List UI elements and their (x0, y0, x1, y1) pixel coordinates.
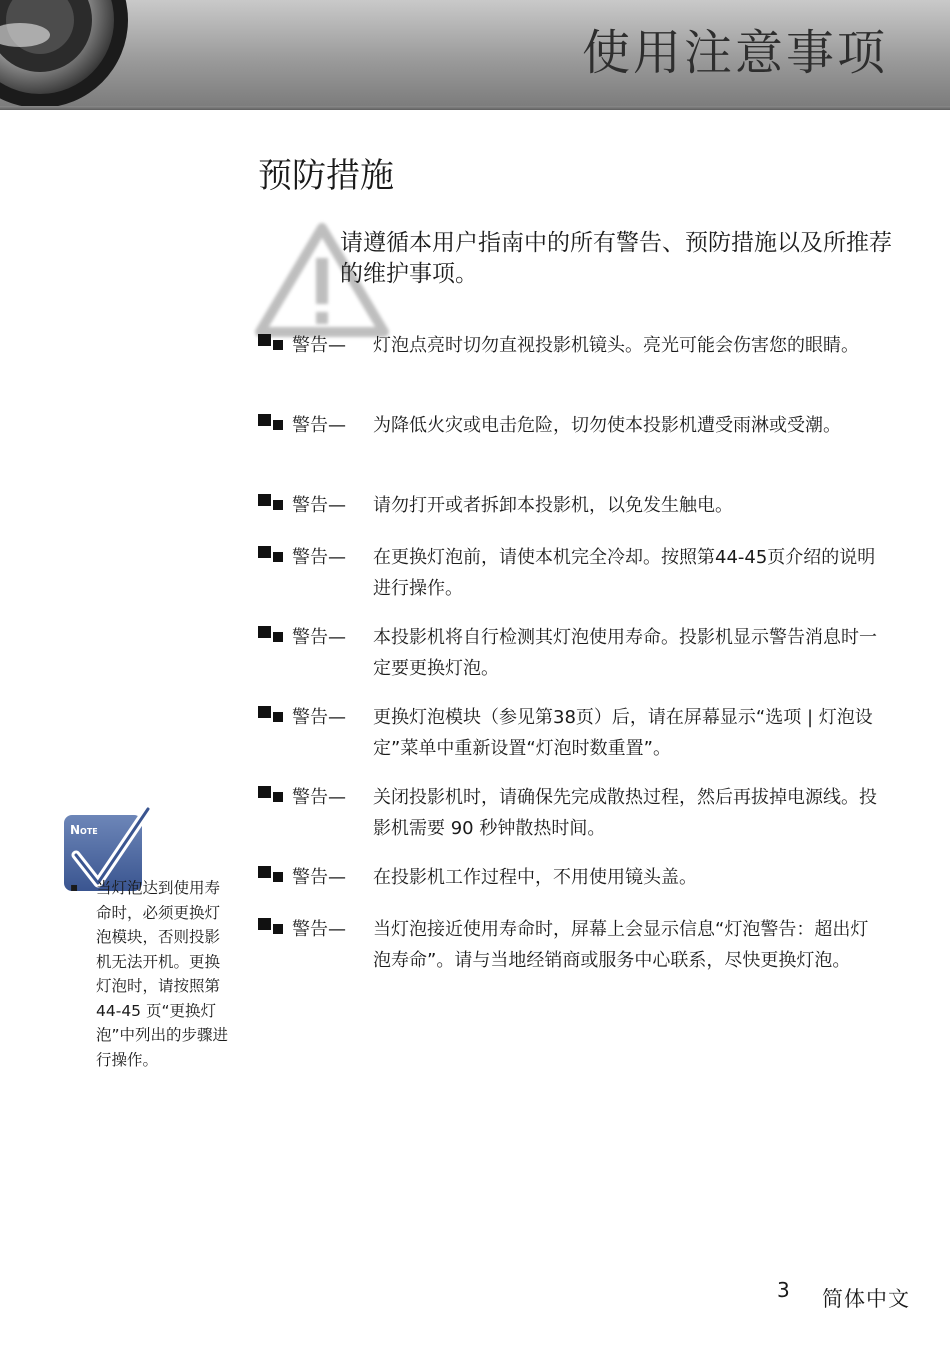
warning-label: 警告— (292, 787, 346, 808)
warning-label: 警告— (292, 547, 346, 568)
bullet-icon (256, 866, 286, 888)
warning-label: 警告— (292, 919, 346, 940)
warning-text: 更换灯泡模块（参见第38页）后，请在屏幕显示“选项 | 灯泡设定”菜单中重新设置“灯泡时数重置”。 (373, 707, 873, 759)
warning-label: 警告— (292, 335, 346, 356)
warning-text: 请勿打开或者拆卸本投影机，以免发生触电。 (373, 495, 733, 516)
warning-text: 为降低火灾或电击危险，切勿使本投影机遭受雨淋或受潮。 (373, 415, 841, 436)
warning-text: 在投影机工作过程中，不用使用镜头盖。 (373, 867, 697, 888)
bullet-icon (256, 786, 286, 808)
bullet-icon (256, 414, 286, 436)
warning-label: 警告— (292, 627, 346, 648)
bullet-icon (256, 706, 286, 728)
note-text: 当灯泡达到使用寿命时，必须更换灯泡模块，否则投影机无法开机。更换灯泡时，请按照第 44-45 页“更换灯泡”中列出的步骤进行操作。 (96, 879, 229, 1069)
section-title: 预防措施 (258, 156, 394, 196)
warning-text: 本投影机将自行检测其灯泡使用寿命。投影机显示警告消息时一定要更换灯泡。 (373, 627, 877, 679)
bullet-icon (256, 334, 286, 356)
warning-label: 警告— (292, 867, 346, 888)
warning-text: 在更换灯泡前，请使本机完全冷却。按照第44-45页介绍的说明进行操作。 (373, 547, 876, 599)
header-band (0, 0, 950, 110)
warning-text: 灯泡点亮时切勿直视投影机镜头。亮光可能会伤害您的眼睛。 (373, 335, 859, 356)
intro-text: 请遵循本用户指南中的所有警告、预防措施以及所推荐的维护事项。 (340, 230, 892, 287)
note-icon-label: Note (70, 823, 98, 837)
bullet-icon (256, 494, 286, 516)
note-bullet-icon: ▪ (70, 880, 79, 894)
projector-lens-icon (0, 0, 130, 112)
bullet-icon (256, 626, 286, 648)
warning-text: 当灯泡接近使用寿命时，屏幕上会显示信息“灯泡警告：超出灯泡寿命”。请与当地经销商或服务中心联系，尽快更换灯泡。 (373, 919, 869, 971)
warning-label: 警告— (292, 415, 346, 436)
language-label: 简体中文 (822, 1287, 910, 1311)
warning-label: 警告— (292, 495, 346, 516)
header-title: 使用注意事项 (581, 25, 888, 81)
bullet-icon (256, 546, 286, 568)
warning-label: 警告— (292, 707, 346, 728)
bullet-icon (256, 918, 286, 940)
warning-text: 关闭投影机时，请确保先完成散热过程，然后再拔掉电源线。投影机需要 90 秒钟散热时间。 (373, 787, 877, 839)
page-number: 3 (777, 1278, 790, 1302)
